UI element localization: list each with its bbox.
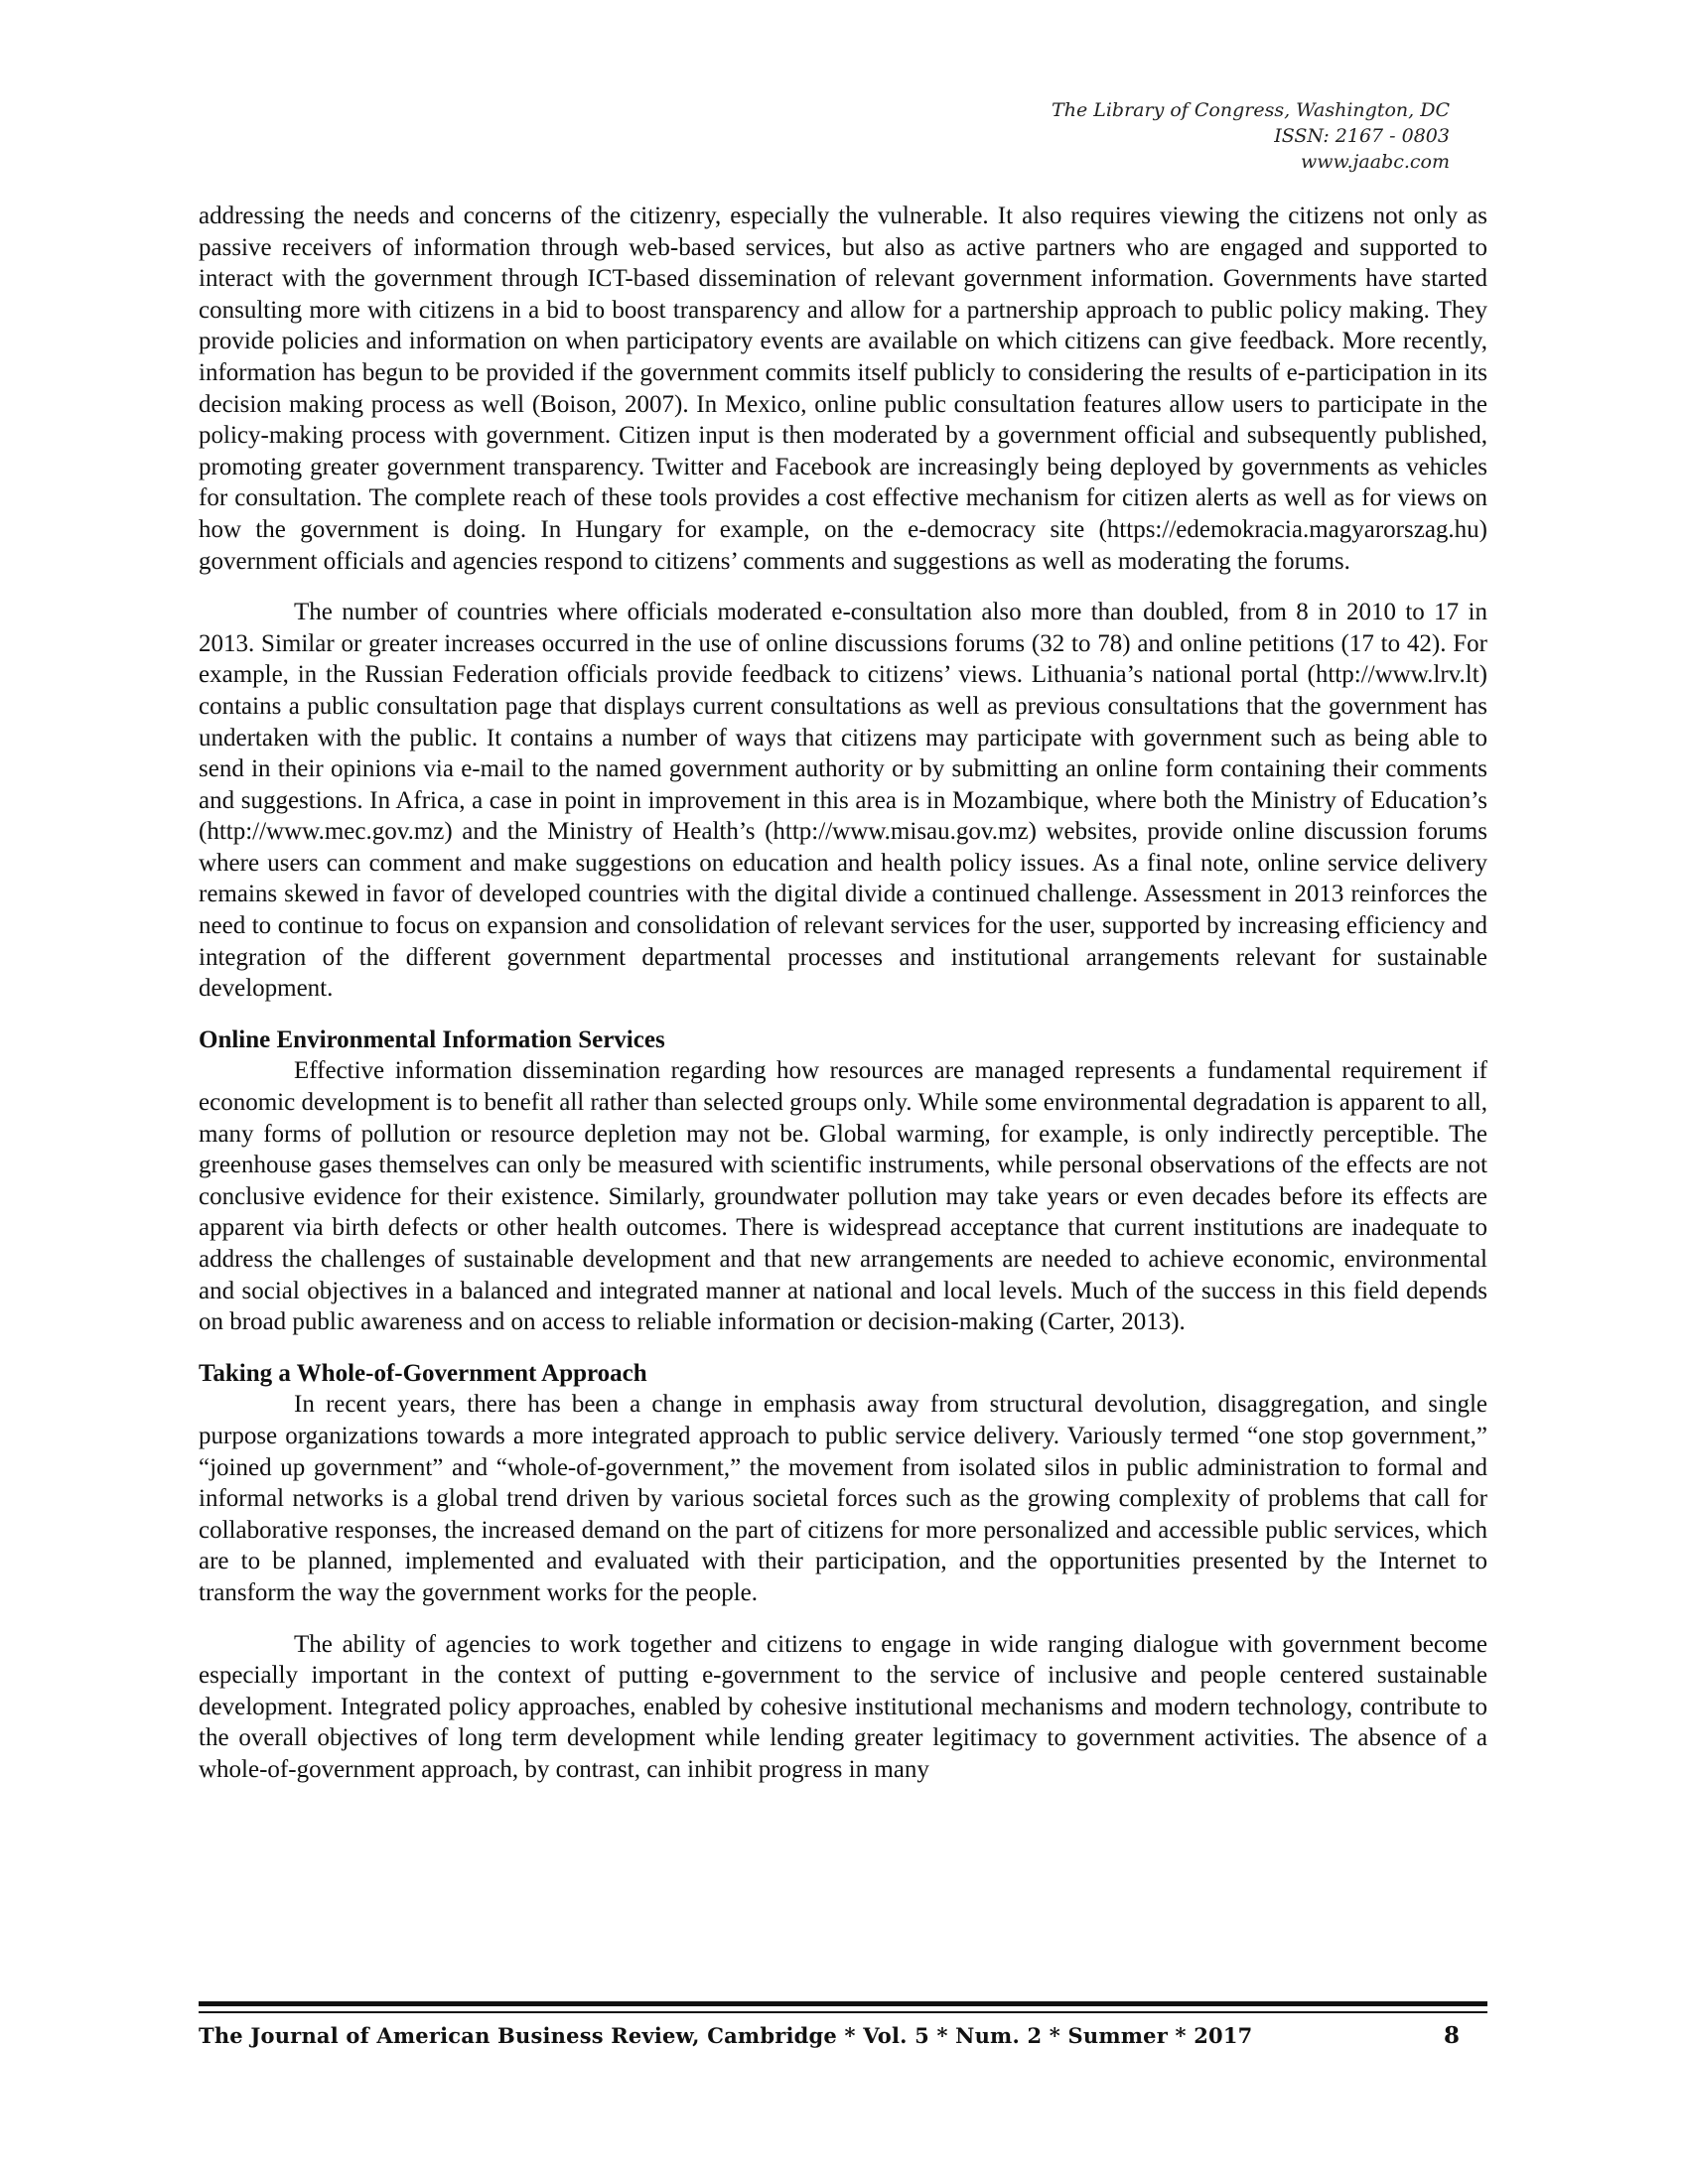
paragraph-3: Effective information dissemination regarding how resources are managed represents a fundamental requirement if economic development is to benefit all rather than selected groups only. While some environmental degradation is apparent to all, many forms of pollution or resource depletion may not be. Global warming, for example, is only indirectly perceptible. The greenhouse gases themselves can only be measured with scientific instruments, while personal observations of the effects are not conclusive evidence for their existence. Similarly, groundwater pollution may take years or even decades before its effects are apparent via birth defects or other health outcomes. There is widespread acceptance that current institutions are inadequate to address the challenges of sustainable development and that new arrangements are needed to achieve economic, environmental and social objectives in a balanced and integrated manner at national and local levels. Much of the success in this field depends on broad public awareness and on access to reliable information or decision-making (Carter, 2013). xyxy=(199,1057,1487,1336)
section-heading-whole-of-government: Taking a Whole-of-Government Approach xyxy=(199,1359,647,1387)
page-number: 8 xyxy=(1443,2022,1460,2049)
paragraph-1: addressing the needs and concerns of the citizenry, especially the vulnerable. It also requires viewing the citizens not only as passive receivers of information through web-based services, but also as active partners who are engaged and supported to interact with the government through ICT-based dissemination of relevant government information. Governments have started consulting more with citizens in a bid to boost transparency and allow for a partnership approach to public policy making. They provide policies and information on when participatory events are available on which citizens can give feedback. More recently, information has begun to be provided if the government commits itself publicly to considering the results of e-participation in its decision making process as well (Boison, 2007). In Mexico, online public consultation features allow users to participate in the policy-making process with government. Citizen input is then moderated by a government official and subsequently published, promoting greater government transparency. Twitter and Facebook are increasingly being deployed by governments as vehicles for consultation. The complete reach of these tools provides a cost effective mechanism for citizen alerts as well as for views on how the government is doing. In Hungary for example, on the e-democracy site (https://edemokracia.magyarorszag.hu) government officials and agencies respond to citizens’ comments and suggestions as well as moderating the forums. xyxy=(199,203,1487,575)
paragraph-2: The number of countries where officials moderated e-consultation also more than doubled, from 8 in 2010 to 17 in 2013. Similar or greater increases occurred in the use of online discussions forums (32 to 78) and online petitions (17 to 42). For example, in the Russian Federation officials provide feedback to citizens’ views. Lithuania’s national portal (http://www.lrv.lt) contains a public consultation page that displays current consultations as well as previous consultations that the government has undertaken with the public. It contains a number of ways that citizens may participate with government such as being able to send in their opinions via e-mail to the named government authority or by submitting an online form containing their comments and suggestions. In Africa, a case in point in improvement in this area is in Mozambique, where both the Ministry of Education’s (http://www.mec.gov.mz) and the Ministry of Health’s (http://www.misau.gov.mz) websites, provide online discussion forums where users can comment and make suggestions on education and health policy issues. As a final note, online service delivery remains skewed in favor of developed countries with the digital divide a continued challenge. Assessment in 2013 reinforces the need to continue to focus on expansion and consolidation of relevant services for the user, supported by increasing efficiency and integration of the different government departmental processes and institutional arrangements relevant for sustainable development. xyxy=(199,599,1487,1003)
paragraph-4: In recent years, there has been a change in emphasis away from structural devolution, disaggregation, and single purpose organizations towards a more integrated approach to public service delivery. Variously termed “one stop government,” “joined up government” and “whole-of-government,” the movement from isolated silos in public administration to formal and informal networks is a global trend driven by various societal forces such as the growing complexity of problems that call for collaborative responses, the increased demand on the part of citizens for more personalized and accessible public services, which are to be planned, implemented and evaluated with their participation, and the opportunities presented by the Internet to transform the way the government works for the people. xyxy=(199,1391,1487,1606)
article-body xyxy=(199,201,1487,1786)
paragraph-5: The ability of agencies to work together and citizens to engage in wide ranging dialogue with government become especially important in the context of putting e-government to the service of inclusive and people centered sustainable development. Integrated policy approaches, enabled by cohesive institutional mechanisms and modern technology, contribute to the overall objectives of long term development while lending greater legitimacy to government activities. The absence of a whole-of-government approach, by contrast, can inhibit progress in many xyxy=(199,1630,1487,1783)
header-website: www.jaabc.com xyxy=(1300,151,1450,173)
footer-rule-thick xyxy=(199,2001,1487,2006)
section-heading-environmental: Online Environmental Information Services xyxy=(199,1025,665,1053)
running-header xyxy=(755,97,1450,175)
footer-rule-thin xyxy=(199,2011,1487,2013)
header-library: The Library of Congress, Washington, DC xyxy=(1052,99,1450,121)
footer-journal-citation: The Journal of American Business Review, Cambridge * Vol. 5 * Num. 2 * Summer * 2017 xyxy=(199,2023,1253,2048)
header-issn: ISSN: 2167 - 0803 xyxy=(1274,125,1450,147)
